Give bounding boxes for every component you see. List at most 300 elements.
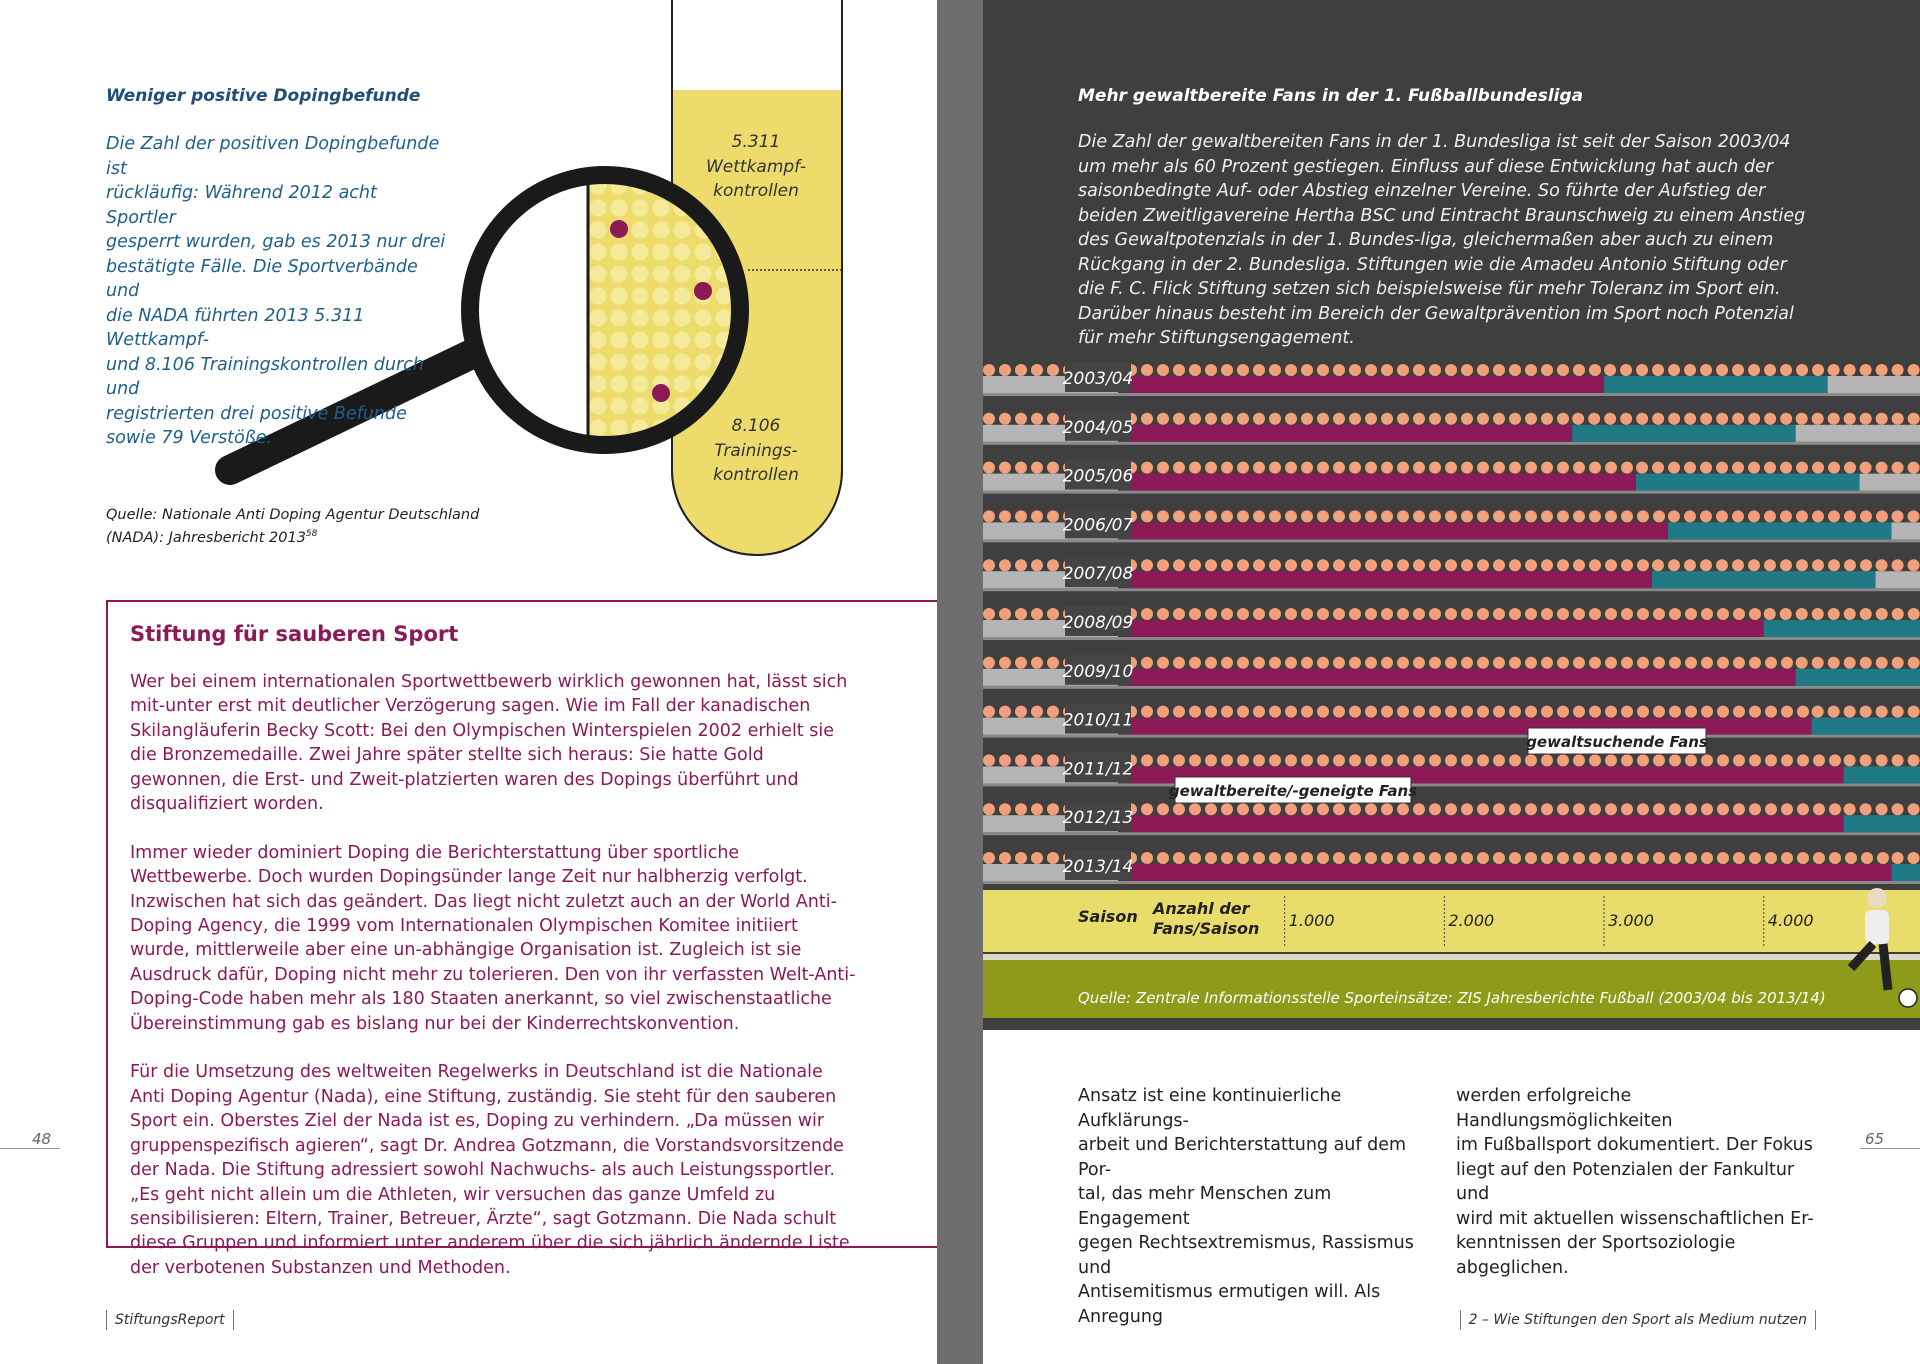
fan-head xyxy=(1237,706,1249,718)
legend-violent-fans xyxy=(1169,777,1417,803)
fan-head xyxy=(1333,462,1345,474)
fan-head xyxy=(1285,657,1297,669)
x-tick-label: 1.000 xyxy=(1288,911,1335,930)
fan-head xyxy=(1333,510,1345,522)
fan-head xyxy=(1525,608,1537,620)
fan-head xyxy=(1493,754,1505,766)
fan-head xyxy=(1541,706,1553,718)
fan-head xyxy=(1621,852,1633,864)
fan-head xyxy=(1349,754,1361,766)
fan-head xyxy=(1269,754,1281,766)
fan-head xyxy=(1397,510,1409,522)
fan-head xyxy=(1509,608,1521,620)
x-tick-label: 2.000 xyxy=(1448,911,1495,930)
fan-head xyxy=(1173,803,1185,815)
fan-head xyxy=(1173,706,1185,718)
fan-head xyxy=(1621,803,1633,815)
fan-head xyxy=(1829,754,1841,766)
fan-head xyxy=(1636,413,1648,425)
fan-head xyxy=(1461,657,1473,669)
fan-head xyxy=(999,754,1011,766)
fan-head xyxy=(1253,510,1265,522)
tribune-step xyxy=(983,881,1920,884)
fan-head xyxy=(1621,510,1633,522)
fan-head xyxy=(1653,852,1665,864)
fan-head xyxy=(1892,559,1904,571)
fan-head xyxy=(1892,706,1904,718)
sample-dot xyxy=(611,332,628,349)
fan-head xyxy=(1509,462,1521,474)
page-number: 65 xyxy=(1865,1130,1885,1148)
fan-head xyxy=(1557,657,1569,669)
fan-head xyxy=(1189,364,1201,376)
fan-head xyxy=(1844,364,1856,376)
violence-seeking-fans-bar xyxy=(1812,718,1920,735)
competition-label: 5.311 Wettkampf- kontrollen xyxy=(705,132,807,201)
fan-head xyxy=(1829,803,1841,815)
page-number-rule xyxy=(1860,1148,1920,1149)
fan-head xyxy=(1301,462,1313,474)
fan-head xyxy=(1047,364,1059,376)
fan-head xyxy=(1605,462,1617,474)
fan-head xyxy=(1700,559,1712,571)
violent-fans-bar xyxy=(1125,571,1652,588)
fan-head xyxy=(1349,413,1361,425)
fan-head xyxy=(1015,608,1027,620)
fan-head xyxy=(1205,559,1217,571)
fan-head xyxy=(1892,657,1904,669)
fan-head xyxy=(1141,803,1153,815)
fan-head xyxy=(1333,803,1345,815)
fan-head xyxy=(1397,608,1409,620)
fan-head xyxy=(1812,364,1824,376)
body-column-1: Ansatz ist eine kontinuierliche Aufklärungs- arbeit und Berichterstattung auf dem Por- tal, das mehr Menschen zum Engagement gegen Rechtsextremismus, Rassismus und Antisemitismus ermutigen will. Als Anregung xyxy=(1078,1086,1414,1327)
sample-dot xyxy=(611,200,628,217)
fan-head xyxy=(1781,754,1793,766)
fan-head xyxy=(1621,754,1633,766)
violent-fans-bar xyxy=(1125,376,1604,393)
positive-sample-dot xyxy=(694,282,712,300)
fan-head xyxy=(1748,559,1760,571)
fan-head xyxy=(1876,608,1888,620)
fan-head xyxy=(1908,803,1920,815)
fan-head xyxy=(1780,364,1792,376)
fan-head xyxy=(1844,559,1856,571)
fan-head xyxy=(1301,852,1313,864)
fan-head xyxy=(1349,510,1361,522)
fan-head xyxy=(1620,364,1632,376)
fan-head xyxy=(1749,803,1761,815)
fan-head xyxy=(1749,657,1761,669)
fan-head xyxy=(1860,657,1872,669)
fan-head xyxy=(1173,754,1185,766)
sample-dot xyxy=(674,222,691,239)
fan-head xyxy=(1015,364,1027,376)
box-paragraph: Für die Umsetzung des weltweiten Regelwerks in Deutschland ist die Nationale Anti Doping Agentur (Nada), eine Stiftung, zuständig. Sie steht für den sauberen Sport ein. Oberstes Ziel der Nada ist es, Doping zu verhindern. „Da müssen wir gruppenspezifisch agieren“, sagt Dr. Andrea Gotzmann, die Vorstandsvorsitzende der Nada. Die Stiftung adressiert sowohl Nachwuchs- als auch Leistungssportler. „Es geht nicht allein um die Athleten, wir versuchen das ganze Umfeld zu sensibilisieren: Eltern, Trainer, Betreuer, Ärzte“, sagt Gotzmann. Die Nada schult diese Gruppen und informiert unter anderem über die sich jährlich ändernde Liste der verbotenen Substanzen und Methoden. xyxy=(130,1062,850,1278)
fan-head xyxy=(1860,803,1872,815)
fan-head xyxy=(1205,510,1217,522)
fan-head xyxy=(1173,657,1185,669)
box-paragraph: Immer wieder dominiert Doping die Berichterstattung über sportliche Wettbewerbe. Doch wurden Dopingsünder lange Zeit nur halbherzig verfolgt. Inzwischen hat sich das geändert. Das liegt nicht zuletzt auch an der World Anti-Doping Agency, die 1999 vom Internationalen Olympischen Komitee initiiert wurde, mittlerweile aber eine un-abhängige Organisation ist. Zugleich ist sie Ausdruck dafür, Doping nicht mehr zu tolerieren. Den von ihr verfassten Welt-Anti-Doping-Code haben mehr als 180 Staaten anerkannt, so viel zwischenstaatliche Übereinstimmung gab es bislang nur bei der Kinderrechtskonvention. xyxy=(130,842,856,1034)
fan-head xyxy=(1157,803,1169,815)
fan-head xyxy=(1844,657,1856,669)
fan-head xyxy=(1333,559,1345,571)
violence-seeking-fans-bar xyxy=(1652,571,1876,588)
fan-head xyxy=(1669,852,1681,864)
fan-head xyxy=(1445,510,1457,522)
fan-head xyxy=(1429,510,1441,522)
fan-head xyxy=(1413,706,1425,718)
fan-head xyxy=(1908,510,1920,522)
fan-head xyxy=(1621,657,1633,669)
fan-head xyxy=(1477,852,1489,864)
fan-head xyxy=(1173,852,1185,864)
fan-head xyxy=(1349,852,1361,864)
fan-head xyxy=(1605,754,1617,766)
sample-dot xyxy=(632,376,649,393)
fan-head xyxy=(1813,754,1825,766)
fan-head xyxy=(1509,803,1521,815)
sample-dot xyxy=(653,222,670,239)
fan-head xyxy=(1892,852,1904,864)
fan-head xyxy=(1397,364,1409,376)
fans-stadium-chart xyxy=(983,350,1920,1030)
sample-dot xyxy=(632,200,649,217)
fan-head xyxy=(1189,510,1201,522)
fan-head xyxy=(1333,413,1345,425)
fan-head xyxy=(1828,559,1840,571)
fan-head xyxy=(1765,657,1777,669)
fan-head xyxy=(1541,364,1553,376)
fan-head xyxy=(1221,510,1233,522)
tribune-step xyxy=(983,539,1920,542)
fan-head xyxy=(1349,608,1361,620)
fan-head xyxy=(983,706,995,718)
fan-head xyxy=(1876,462,1888,474)
fan-head xyxy=(1141,754,1153,766)
sample-dot xyxy=(674,332,691,349)
sample-dot xyxy=(590,266,607,283)
fan-head xyxy=(1445,657,1457,669)
fan-head xyxy=(1701,657,1713,669)
fan-head xyxy=(1221,608,1233,620)
fan-head xyxy=(1892,413,1904,425)
fan-head xyxy=(1796,559,1808,571)
fan-head xyxy=(1047,852,1059,864)
fan-head xyxy=(1828,364,1840,376)
fan-head xyxy=(1669,754,1681,766)
fan-head xyxy=(1733,803,1745,815)
fan-head xyxy=(1764,559,1776,571)
fan-head xyxy=(1157,510,1169,522)
fan-head xyxy=(983,852,995,864)
fan-head xyxy=(1733,706,1745,718)
fan-head xyxy=(1557,559,1569,571)
fan-head xyxy=(1732,413,1744,425)
fan-head xyxy=(1684,413,1696,425)
fan-head xyxy=(1860,754,1872,766)
fan-head xyxy=(1477,462,1489,474)
fan-head xyxy=(1589,706,1601,718)
fan-head xyxy=(1892,462,1904,474)
fan-head xyxy=(1493,510,1505,522)
fan-head xyxy=(1397,462,1409,474)
fan-head xyxy=(1477,803,1489,815)
fan-head xyxy=(1381,852,1393,864)
info-box xyxy=(106,600,937,1278)
fan-head xyxy=(1381,559,1393,571)
fan-head xyxy=(1221,559,1233,571)
fan-head xyxy=(1365,657,1377,669)
fan-head xyxy=(1652,364,1664,376)
sample-dot xyxy=(632,398,649,415)
tribune-step xyxy=(983,735,1920,738)
fan-head xyxy=(1397,852,1409,864)
sample-dot xyxy=(695,310,712,327)
fan-head xyxy=(1269,462,1281,474)
violent-fans-bar xyxy=(1125,474,1636,491)
fan-head xyxy=(1285,510,1297,522)
fan-head xyxy=(1780,608,1792,620)
fan-head xyxy=(1031,706,1043,718)
fan-head xyxy=(1860,462,1872,474)
fan-head xyxy=(1333,706,1345,718)
fan-head xyxy=(1797,852,1809,864)
fan-head xyxy=(1636,364,1648,376)
season-label: 2011/12 xyxy=(1062,759,1134,780)
fan-head xyxy=(983,608,995,620)
fan-head xyxy=(1015,510,1027,522)
fan-head xyxy=(1461,413,1473,425)
fan-head xyxy=(1733,657,1745,669)
fan-head xyxy=(1764,510,1776,522)
fan-head xyxy=(1860,706,1872,718)
fan-head xyxy=(1381,413,1393,425)
fan-head xyxy=(1237,364,1249,376)
fan-head xyxy=(1349,462,1361,474)
fan-head xyxy=(1237,559,1249,571)
fan-head xyxy=(1701,803,1713,815)
fan-head xyxy=(1141,413,1153,425)
fan-head xyxy=(1908,608,1920,620)
fan-head xyxy=(1620,413,1632,425)
neutral-fans xyxy=(1892,522,1920,539)
sample-dot xyxy=(674,354,691,371)
fan-head xyxy=(1541,803,1553,815)
footer: StiftungsReport xyxy=(106,1310,234,1330)
fan-head xyxy=(1413,803,1425,815)
fan-head xyxy=(1876,559,1888,571)
fan-head xyxy=(1477,413,1489,425)
fan-head xyxy=(999,608,1011,620)
fan-head xyxy=(1557,510,1569,522)
fan-head xyxy=(1605,852,1617,864)
fan-head xyxy=(1860,364,1872,376)
fan-head xyxy=(1573,559,1585,571)
fan-head xyxy=(1781,803,1793,815)
fan-head xyxy=(1812,706,1824,718)
fan-head xyxy=(1157,462,1169,474)
fan-head xyxy=(1429,608,1441,620)
fan-head xyxy=(1541,852,1553,864)
fan-head xyxy=(1509,754,1521,766)
fan-head xyxy=(1733,754,1745,766)
fan-head xyxy=(1637,852,1649,864)
violence-seeking-fans-bar xyxy=(1764,620,1920,637)
sample-dot xyxy=(674,244,691,261)
fan-head xyxy=(1732,559,1744,571)
fan-head xyxy=(1685,803,1697,815)
fan-head xyxy=(1637,510,1649,522)
fan-head xyxy=(1525,510,1537,522)
fan-head xyxy=(1285,462,1297,474)
fan-head xyxy=(1573,754,1585,766)
fan-head xyxy=(1015,754,1027,766)
fan-head xyxy=(1764,608,1776,620)
sample-dot xyxy=(590,288,607,305)
season-label: 2003/04 xyxy=(1062,369,1134,389)
fan-head xyxy=(1605,559,1617,571)
fan-head xyxy=(1047,559,1059,571)
fan-head xyxy=(1253,657,1265,669)
fan-head xyxy=(1031,852,1043,864)
violent-fans-bar xyxy=(1125,864,1892,881)
fan-head xyxy=(1732,364,1744,376)
tribune-step xyxy=(983,491,1920,494)
fan-head xyxy=(1525,852,1537,864)
fan-head xyxy=(1509,559,1521,571)
fan-head xyxy=(1237,510,1249,522)
fan-head xyxy=(1317,559,1329,571)
fan-head xyxy=(1477,706,1489,718)
fan-head xyxy=(1141,462,1153,474)
fan-head xyxy=(1047,754,1059,766)
fan-head xyxy=(1717,608,1729,620)
fan-head xyxy=(1141,852,1153,864)
fan-head xyxy=(1892,754,1904,766)
fan-head xyxy=(1621,608,1633,620)
fan-head xyxy=(1716,364,1728,376)
fan-head xyxy=(1269,657,1281,669)
fan-head xyxy=(1780,462,1792,474)
fan-head xyxy=(1365,803,1377,815)
fan-head xyxy=(1189,413,1201,425)
fan-head xyxy=(999,462,1011,474)
fan-head xyxy=(983,462,995,474)
violence-seeking-fans-bar xyxy=(1892,864,1920,881)
fan-head xyxy=(1717,852,1729,864)
fan-head xyxy=(1796,608,1808,620)
fan-head xyxy=(1685,852,1697,864)
fan-head xyxy=(1700,413,1712,425)
fan-head xyxy=(1908,462,1920,474)
fan-head xyxy=(1908,657,1920,669)
fan-head xyxy=(1908,559,1920,571)
fan-head xyxy=(1812,608,1824,620)
fan-head xyxy=(1525,657,1537,669)
fan-head xyxy=(1301,706,1313,718)
fan-head xyxy=(1047,608,1059,620)
fan-head xyxy=(1301,608,1313,620)
fan-head xyxy=(1493,364,1505,376)
fan-head xyxy=(1525,559,1537,571)
fan-head xyxy=(1237,803,1249,815)
fan-head xyxy=(983,803,995,815)
fan-head xyxy=(1269,364,1281,376)
fan-head xyxy=(1652,413,1664,425)
fan-head xyxy=(1668,559,1680,571)
fan-head xyxy=(1493,657,1505,669)
fan-head xyxy=(1621,462,1633,474)
training-label: 8.106 Trainings- kontrollen xyxy=(713,416,799,485)
fan-head xyxy=(1876,706,1888,718)
fan-head xyxy=(1189,852,1201,864)
fan-head xyxy=(1047,510,1059,522)
legend-label: gewaltsuchende Fans xyxy=(1526,733,1708,751)
fan-head xyxy=(1205,803,1217,815)
doping-source: Quelle: Nationale Anti Doping Agentur Deutschland (NADA): Jahresbericht 2013$^{58}$ xyxy=(106,507,480,546)
fan-head xyxy=(1668,462,1680,474)
fan-head xyxy=(1205,754,1217,766)
season-row xyxy=(983,411,1920,445)
fan-head xyxy=(1860,559,1872,571)
fan-head xyxy=(1317,364,1329,376)
fan-head xyxy=(1701,754,1713,766)
fan-head xyxy=(1189,706,1201,718)
fan-head xyxy=(1015,657,1027,669)
fan-head xyxy=(1557,706,1569,718)
fan-head xyxy=(1381,754,1393,766)
season-row xyxy=(983,752,1920,786)
fan-head xyxy=(1221,657,1233,669)
fan-head xyxy=(1189,754,1201,766)
fan-head xyxy=(1461,559,1473,571)
fan-head xyxy=(1333,657,1345,669)
fan-head xyxy=(1493,706,1505,718)
fan-head xyxy=(1205,852,1217,864)
fan-head xyxy=(1573,657,1585,669)
fan-head xyxy=(983,559,995,571)
fan-head xyxy=(1205,413,1217,425)
fan-head xyxy=(1765,706,1777,718)
fan-head xyxy=(1700,510,1712,522)
fan-head xyxy=(1828,608,1840,620)
fan-head xyxy=(1237,852,1249,864)
fan-head xyxy=(1668,364,1680,376)
sample-dot xyxy=(590,310,607,327)
violent-fans-bar xyxy=(1125,620,1764,637)
fan-head xyxy=(1173,559,1185,571)
fan-head xyxy=(1605,803,1617,815)
neutral-fans xyxy=(1828,376,1920,393)
fan-head xyxy=(1221,364,1233,376)
fan-head xyxy=(999,803,1011,815)
sample-dot xyxy=(590,420,607,437)
fan-head xyxy=(1477,510,1489,522)
fan-head xyxy=(1653,608,1665,620)
season-label: 2009/10 xyxy=(1062,661,1134,682)
season-row xyxy=(983,362,1920,396)
fan-head xyxy=(1509,364,1521,376)
fan-head xyxy=(1317,754,1329,766)
fan-head xyxy=(1733,608,1745,620)
sample-dot xyxy=(611,310,628,327)
fan-head xyxy=(983,413,995,425)
sample-dot xyxy=(611,376,628,393)
x-tick-label: 3.000 xyxy=(1608,911,1654,930)
fan-head xyxy=(1828,706,1840,718)
violence-seeking-fans-bar xyxy=(1844,815,1920,832)
